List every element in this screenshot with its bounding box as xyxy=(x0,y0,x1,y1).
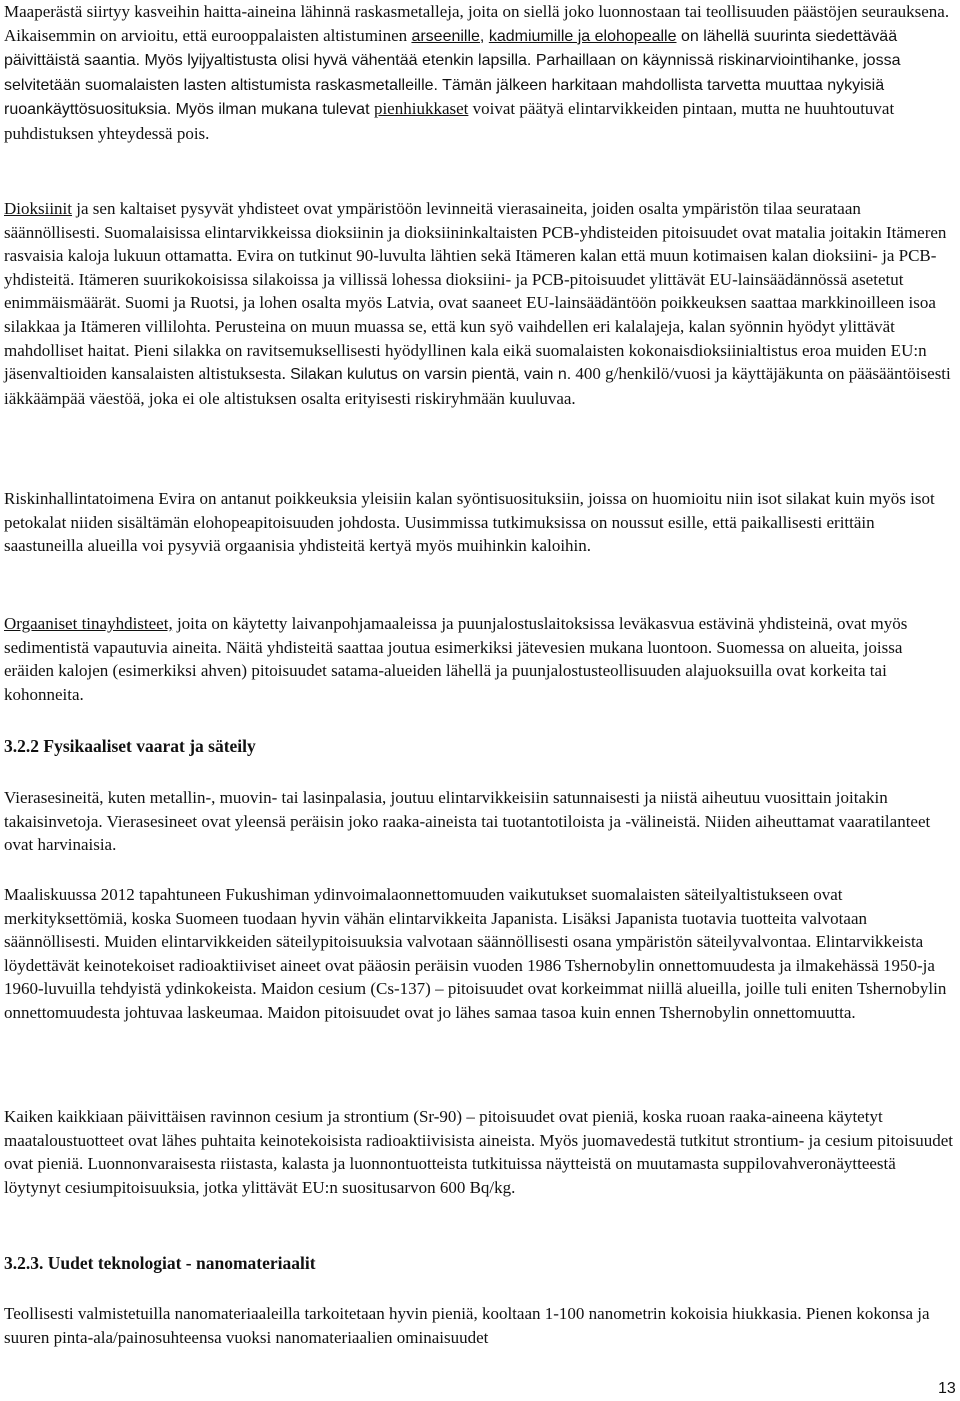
heading-physical-hazards: 3.2.2 Fysikaaliset vaarat ja säteily xyxy=(4,736,256,756)
paragraph-risk-management: Riskinhallintatoimena Evira on antanut poikkeuksia yleisiin kalan syöntisuosituksiin, joissa on huomioitu niin isot silakat kuin myös isot petokalat niiden sisältämän elohopeapitoisuuden johdosta. Uusimmissa tutkimuksissa on noussut esille, että paikallisesti erittäin saastuneilla alueilla voi pysyviä orgaanisia yhdisteitä kertyä myös muihinkin kaloihin. xyxy=(4,489,935,556)
paragraph-dioxins: Dioksiinit ja sen kaltaiset pysyvät yhdisteet ovat ympäristöön levinneitä vierasaineita, joiden osalta ympäristön tilaa seurataan säännöllisesti. Suomalaisissa elintarvikkeissa dioksiinin ja dioksiininkaltaisten PCB-yhdisteiden pitoisuudet ovat matalia joitakin Itämeren rasvaisia kaloja lukuun ottamatta. Evira on tutkinut 90-luvulta lähtien sekä Itämeren kalan että muun kotimaisen kalan dioksiini- ja PCB-yhdisteitä. Itämeren suurikokoisissa silakoissa ja villissä lohessa dioksiini- ja PCB-pitoisuudet ylittävät EU-lainsäädännössä asetetut enimmäismäärät. Suomi ja Ruotsi, ja lohen osalta myös Latvia, ovat saaneet EU-lainsäädäntöön poikkeuksen saattaa markkinoilleen isoa silakkaa ja Itämeren villilohta. Perusteina on muun muassa se, että kun syö vaihdellen eri kalalajeja, kalan syönnin hyödyt ylittävät mahdolliset haitat. Pieni silakka on ravitsemuksellisesti hyödyllinen kala eikä suomalaisten kokonaisdioksiinialtistus eroa muiden EU:n jäsenvaltioiden kansalaisten altistuksesta. Silakan kulutus on varsin pientä, vain n. 400 g/henkilö/vuosi ja käyttäjäkunta on pääsääntöisesti iäkkäämpää väestöä, joka ei ole altistuksen osalta erityisesti riskiryhmään kuuluvaa. xyxy=(4,199,951,408)
link-cadmium-mercury[interactable]: kadmiumille ja elohopealle xyxy=(488,27,677,45)
paragraph-organotin: Orgaaniset tinayhdisteet, joita on käytetty laivanpohjamaaleissa ja puunjalostuslaitoksissa leväkasvua estävinä yhdisteinä, ovat myös sedimentistä vapautuvia aineita. Näitä yhdisteitä saattaa joutua esimerkiksi jätevesien mukana luontoon. Suomessa on alueita, joissa eräiden kalojen (esimerkiksi ahven) pitoisuudet satama-alueiden lähellä ja puunjalostusteollisuuden alajuoksuilla ovat korkeita tai kohonneita. xyxy=(4,614,908,704)
link-fine-particles[interactable]: pienhiukkaset xyxy=(373,99,469,119)
paragraph-fukushima: Maaliskuussa 2012 tapahtuneen Fukushiman ydinvoimalaonnettomuuden vaikutukset suomalaisten säteilyaltistukseen ovat merkityksettömiä, koska Suomeen tuodaan hyvin vähän elintarvikkeita Japanista. Lisäksi Japanista tuotavia tuotteita valvotaan säännöllisesti. Muiden elintarvikkeiden säteilypitoisuuksia valvotaan säännöllisesti osana ympäristön säteilyvalvontaa. Elintarvikkeista löydettävät keinotekoiset radioaktiiviset aineet ovat pääosin peräisin vuoden 1986 Tshernobylin onnettomuudesta ja ilmakehässä 1950-ja 1960-luvuilla tehdyistä ydinkokeista. Maidon cesium (Cs-137) – pitoisuudet ovat korkeimmat niillä alueilla, joille tuli eniten Tshernobylin onnettomuudesta johtuvaa laskeumaa. Maidon pitoisuudet ovat jo lähes samaa tasoa kuin ennen Tshernobylin onnettomuutta. xyxy=(4,885,947,1022)
heading-nanomaterials: 3.2.3. Uudet teknologiat - nanomateriaalit xyxy=(4,1253,316,1273)
page-number: 13 xyxy=(938,1380,956,1397)
paragraph-cesium-strontium: Kaiken kaikkiaan päivittäisen ravinnon cesium ja strontium (Sr-90) – pitoisuudet ovat pieniä, koska ruoan raaka-aineena käytetyt maataloustuotteet ovat lähes puhtaita keinotekoisista radioaktiivisista aineista. Myös juomavedestä tutkitut strontium- ja cesium pitoisuudet ovat pieniä. Luonnonvaraisesta riistasta, kalasta ja luonnontuotteista tutkituissa näytteistä on muutamasta suppilovahveronäytteestä löytynyt cesiumpitoisuuksia, jotka ylittävät EU:n suositusarvon 600 Bq/kg. xyxy=(4,1107,953,1197)
paragraph-nanomaterials: Teollisesti valmistetuilla nanomateriaaleilla tarkoitetaan hyvin pieniä, kooltaan 1-100 nanometrin kokoisia hiukkasia. Pienen kokonsa ja suuren pinta-ala/painosuhteensa vuoksi nanomateriaalien ominaisuudet xyxy=(4,1304,930,1347)
link-arsenic[interactable]: arseenille, xyxy=(411,27,485,45)
paragraph-foreign-objects: Vierasesineitä, kuten metallin-, muovin- tai lasinpalasia, joutuu elintarvikkeisiin satunnaisesti ja niistä aiheutuu vuosittain joitakin takaisinvetoja. Vierasesineet ovat yleensä peräisin joko raaka-aineista tai tuotantotiloista ja -välineistä. Niiden aiheuttamat vaaratilanteet ovat harvinaisia. xyxy=(4,788,931,855)
paragraph-heavy-metals: Maaperästä siirtyy kasveihin haitta-aineina lähinnä raskasmetalleja, joita on siellä joko luonnostaan tai teollisuuden päästöjen seurauksena. Aikaisemmin on arvioitu, että eurooppalaisten altistuminen arseenille, kadmiumille ja elohopealle on lähellä suurinta siedettävää päivittäistä saantia. Myös lyijyaltistusta olisi hyvä vähentää etenkin lapsilla. Parhaillaan on käynnissä riskinarviointihanke, jossa selvitetään suomalaisten lasten altistumista raskasmetalleille. Tämän jälkeen harkitaan mahdollista tarvetta muuttaa nykyisiä ruoankäyttösuosituksia. Myös ilman mukana tulevat pienhiukkaset voivat päätyä elintarvikkeiden pintaan, mutta ne huuhtoutuvat puhdistuksen yhteydessä pois. xyxy=(4,2,950,143)
link-dioxins[interactable]: Dioksiinit xyxy=(4,199,73,218)
link-organotin[interactable]: Orgaaniset tinayhdisteet, xyxy=(4,614,173,633)
